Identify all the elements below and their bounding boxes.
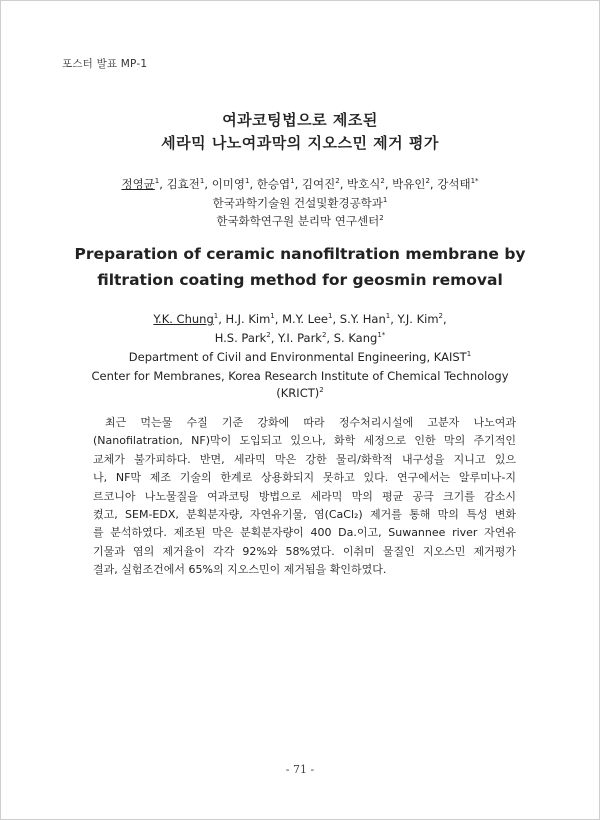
en-author-sup: 2 (321, 331, 327, 340)
ko-author-sup: 1 (199, 177, 205, 186)
ko-author-sup: 1* (470, 177, 479, 186)
abstract-line: 나, NF막 제조 기술의 한계로 상용화되지 못하고 있다. 연구에서는 알루미나-지 (93, 471, 516, 485)
ko-author-sup: 2 (380, 177, 385, 186)
en-author (398, 312, 443, 326)
ko-author (257, 177, 295, 191)
abstract-line: 교체가 불가피하다. 반면, 세라믹 막은 강한 물리/화학적 내구성을 지니고 있으 (93, 452, 516, 466)
title-en-line1: Preparation of ceramic nanofiltration membrane by (74, 245, 526, 263)
affiliation-ko-1-sup: 1 (382, 196, 388, 205)
affiliation-ko-1-text: 한국과학기술원 건설및환경공학과 (212, 196, 383, 210)
affiliation-ko-2-text: 한국화학연구원 분리막 연구센터 (216, 214, 380, 228)
en-author-name: Y.K. Chung (153, 312, 214, 326)
abstract-line: 기물과 염의 제거율이 각각 92%와 58%였다. 이취미 물질인 지오스민 제거평가 (93, 544, 516, 558)
en-author (153, 312, 218, 326)
title-ko-line1: 여과코팅법으로 제조된 (222, 111, 378, 129)
ko-author-sup: 1 (245, 177, 250, 186)
en-author (282, 312, 332, 326)
affiliation-en-dept (0, 350, 600, 364)
affiliation-en-center-sup: 2 (319, 386, 324, 395)
ko-author (121, 177, 159, 191)
affiliation-en-dept-sup: 1 (466, 350, 472, 359)
abstract-line: 를 분석하였다. 제조된 막은 분획분자량이 400 Da.이고, Suwannee river 자연유 (93, 526, 516, 540)
en-author (340, 312, 390, 326)
affiliation-en-center-line1: Center for Membranes, Korea Research Institute of Chemical Technology (91, 369, 509, 383)
en-author-name: M.Y. Lee (282, 312, 329, 326)
ko-author-sup: 1 (154, 177, 160, 186)
ko-author-name: 정영균 (121, 177, 155, 191)
en-author-sup: 1* (377, 331, 386, 340)
title-en-line2: filtration coating method for geosmin removal (97, 271, 503, 289)
title-ko-line2: 세라믹 나노여과막의 지오스민 제거 평가 (161, 134, 439, 152)
ko-author-name: 김효전 (166, 177, 200, 191)
authors-en-line1: Y.K. Chung$^1$, H.J. Kim$^1$, M.Y. Lee$^1$, S.Y. Han$^1$, Y.J. Kim$^2$, (153, 312, 447, 326)
en-author (215, 331, 271, 345)
ko-author-name: 강석태 (437, 177, 471, 191)
en-author-sup: 1 (270, 312, 275, 321)
en-author-sup: 1 (385, 312, 391, 321)
abstract-line: 켰고, SEM-EDX, 분획분자량, 자연유기물, 염(CaCl₂) 제거를 통해 막의 특성 변화 (93, 507, 516, 521)
en-author-sup: 2 (266, 331, 271, 340)
ko-author-name: 박호식 (347, 177, 381, 191)
ko-author-sup: 2 (425, 177, 430, 186)
ko-author (302, 177, 340, 191)
page-number: - 71 - (285, 763, 315, 776)
abstract-line: 최근 먹는물 수질 기준 강화에 따라 정수처리시설에 고분자 나노여과 (105, 416, 516, 429)
authors-ko: 정영균$^1$, 김효전$^1$, 이미영$^1$, 한승엽$^1$, 김여진$^2$, 박호식$^2$, 박유인$^2$, 강석태$^{1*}$ (121, 177, 479, 191)
en-author-name: S.Y. Han (339, 312, 386, 326)
en-author-name: H.S. Park (214, 331, 267, 345)
authors-en-line2: H.S. Park$^2$, Y.I. Park$^2$, S. Kang$^{1*}$ (214, 331, 386, 345)
ko-author-name: 박유인 (392, 177, 426, 191)
ko-author-sup: 1 (290, 177, 295, 186)
abstract-line: (Nanofilatration, NF)막이 도입되고 있으나, 화학 세정으로 인한 막의 주기적인 (93, 434, 516, 448)
en-author-name: Y.I. Park (278, 331, 322, 345)
affiliation-ko-1 (0, 195, 600, 211)
en-author-name: Y.J. Kim (397, 312, 439, 326)
en-author (278, 331, 326, 345)
ko-author-name: 한승엽 (256, 177, 291, 191)
en-author-sup: 2 (438, 312, 443, 321)
abstract-body (93, 414, 516, 580)
ko-author (392, 177, 430, 191)
ko-author-name: 김여진 (301, 177, 336, 191)
en-author-name: H.J. Kim (225, 312, 271, 326)
affiliation-en-center-line2-text: (KRICT) (276, 386, 320, 400)
abstract-line: 결과, 실험조건에서 65%의 지오스민이 제거됨을 확인하였다. (93, 563, 387, 577)
affiliation-en-center-line2 (0, 386, 600, 400)
affiliation-en-dept-text: Department of Civil and Environmental Engineering, KAIST (128, 350, 467, 364)
en-author (226, 312, 275, 326)
ko-author (167, 177, 205, 191)
abstract-line: 르코니아 나노물질을 여과코팅 방법으로 세라믹 막의 평균 공극 크기를 감소시 (93, 489, 516, 503)
affiliation-ko-2 (0, 213, 600, 229)
affiliation-ko-2-sup: 2 (379, 214, 384, 223)
ko-author (347, 177, 385, 191)
en-author-sup: 1 (328, 312, 333, 321)
en-author-name: S. Kang (333, 331, 378, 345)
ko-author-name: 이미영 (211, 177, 246, 191)
session-header: 포스터 발표 MP-1 (62, 58, 148, 70)
ko-author-sup: 2 (335, 177, 340, 186)
ko-author (437, 177, 478, 191)
ko-author (212, 177, 250, 191)
en-author (334, 331, 386, 345)
en-author-sup: 1 (213, 312, 219, 321)
